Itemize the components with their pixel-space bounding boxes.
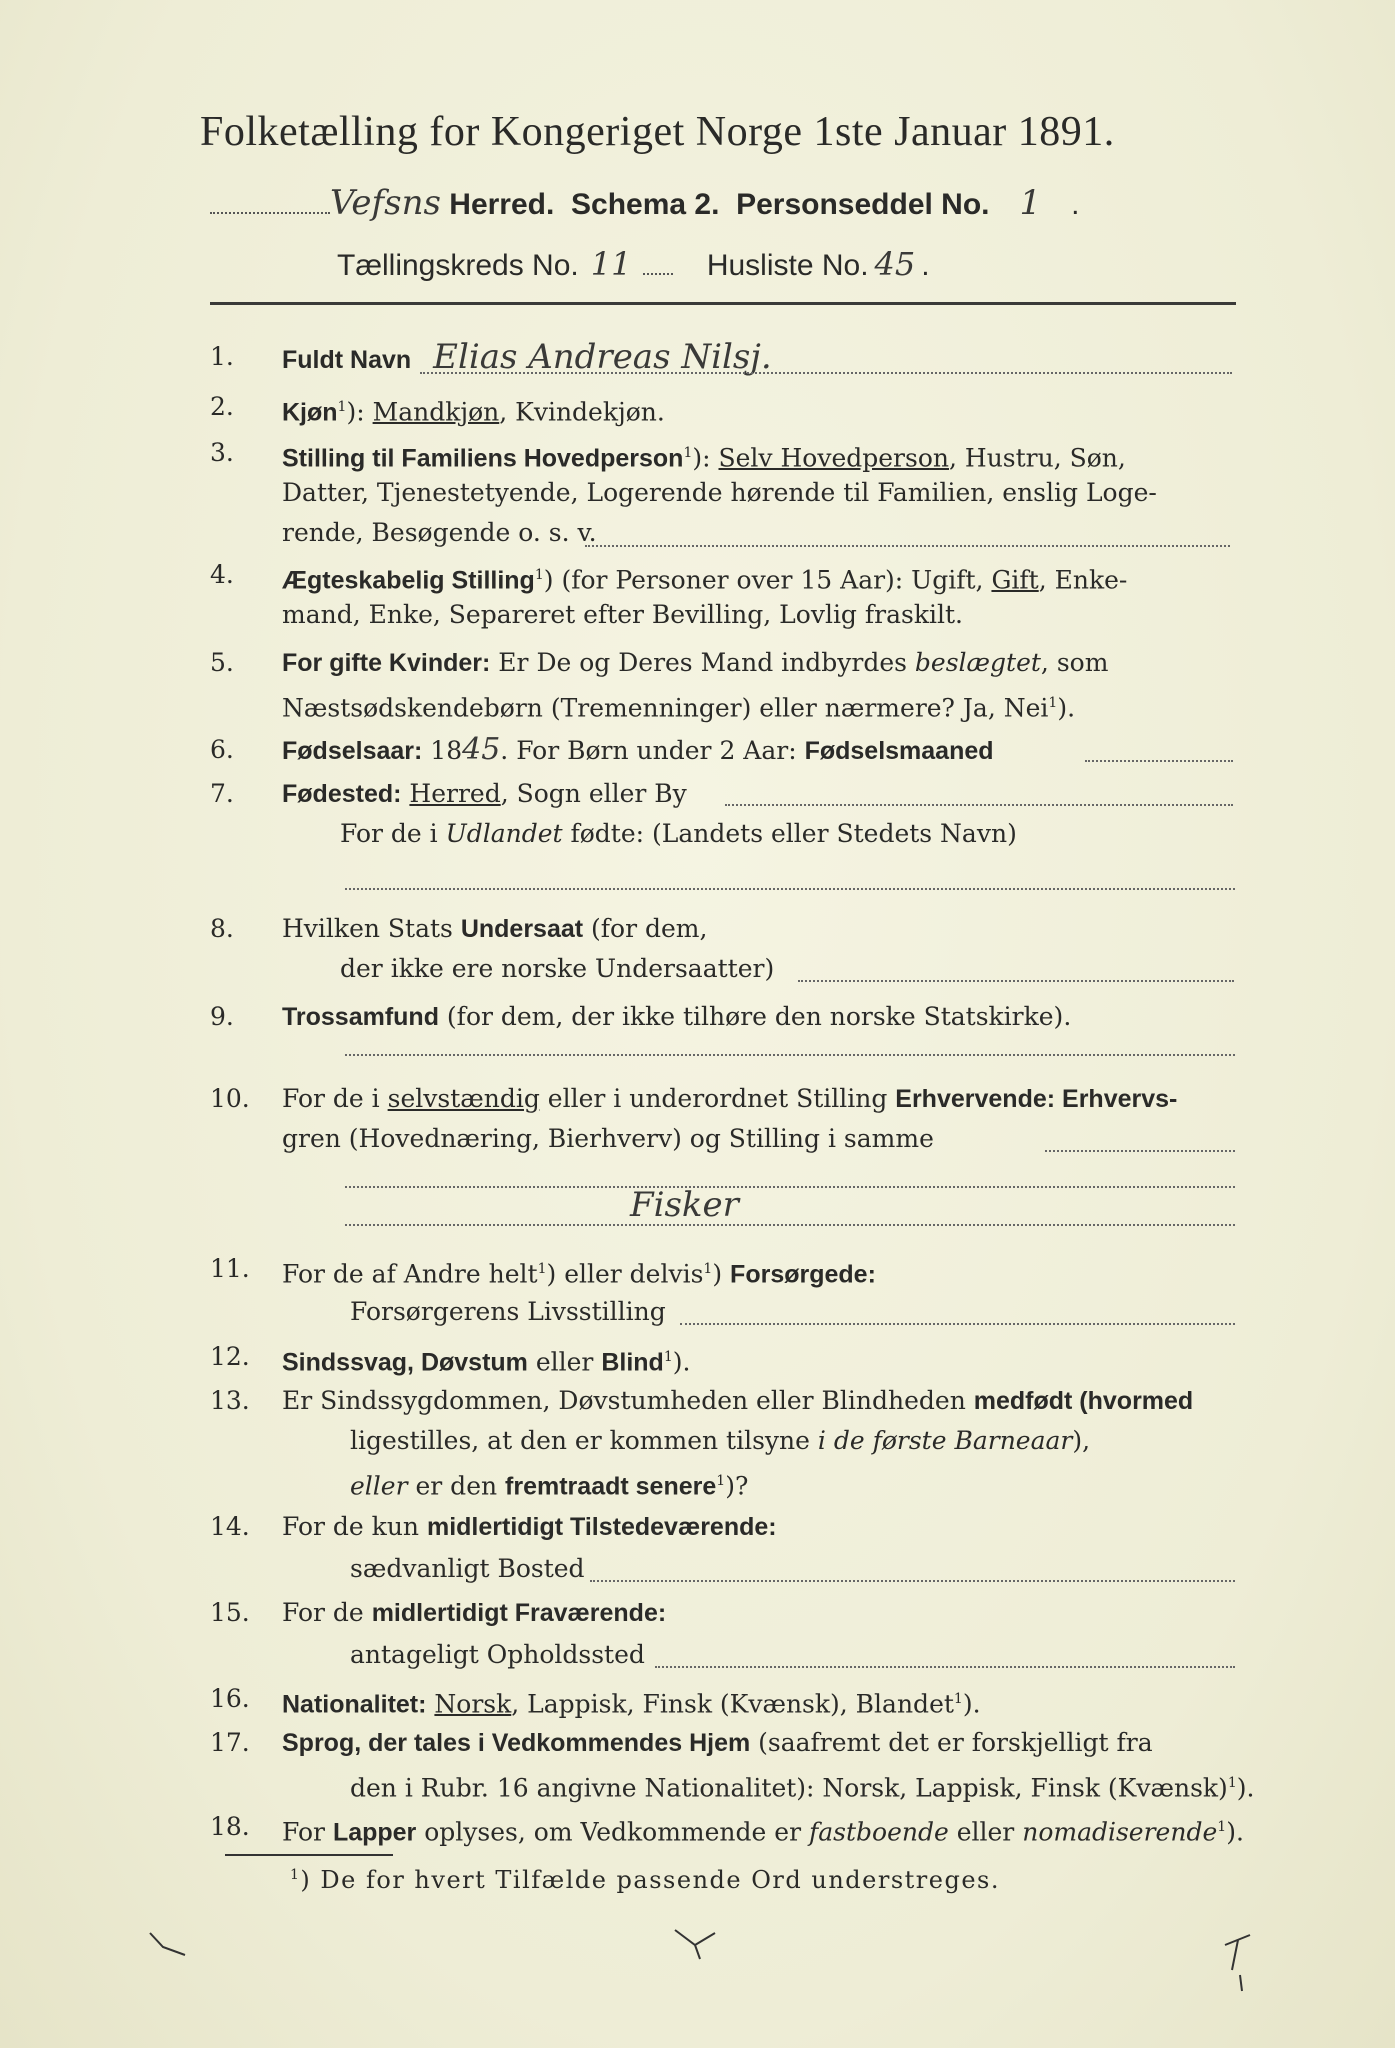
footnote-ref: 1 (537, 1261, 547, 1277)
text: gren (Hovednæring, Bierhverv) og Stilling i samme (282, 1124, 934, 1153)
question-label: midlertidigt Fraværende: (371, 1599, 667, 1627)
text: , Enke- (1038, 565, 1128, 595)
footnote-ref: 1 (703, 1261, 713, 1277)
question-number: 2. (210, 392, 234, 421)
question-label: Lapper (332, 1818, 417, 1847)
question-label: For gifte Kvinder: (282, 649, 491, 677)
footnote-rule (225, 1854, 393, 1856)
question-label: Sindssvag, Døvstum (282, 1348, 528, 1377)
text: ) (for Personer over 15 Aar): Ugift, (543, 565, 992, 595)
text: ). (962, 1689, 981, 1719)
footnote-ref: 1 (683, 445, 693, 461)
question-number: 13. (210, 1386, 250, 1415)
text: For (282, 1817, 333, 1847)
text: fødte: (Landets eller Stedets Navn) (562, 819, 1017, 848)
question-number: 10. (210, 1084, 250, 1113)
question-label: Forsørgede: (730, 1260, 876, 1289)
text: ligestilles, at den er kommen tilsyne (350, 1426, 818, 1455)
text: For de af Andre helt (282, 1259, 538, 1289)
personseddel-label: Personseddel No. (736, 188, 990, 221)
footnote-ref: 1 (1048, 695, 1058, 711)
question-label: medfødt (hvormed (973, 1387, 1194, 1415)
text: ). (1236, 1773, 1255, 1803)
tick-mark-icon (145, 1925, 205, 1965)
husliste-value: 45 (874, 245, 916, 283)
footnote-ref: 1 (337, 399, 347, 415)
footnote-text: ) De for hvert Tilfælde passende Ord understreges. (300, 1866, 1000, 1894)
footnote-ref: 1 (534, 567, 544, 583)
text: , Kvindekjøn. (499, 397, 665, 427)
selected-option: Gift (991, 565, 1039, 595)
question-number: 8. (210, 914, 234, 943)
text: , som (1040, 648, 1109, 677)
selected-option: Mandkjøn (372, 397, 500, 427)
text: Datter, Tjenestetyende, Logerende hørende til Familien, enslig Loge- (282, 478, 1157, 507)
text: den i Rubr. 16 angivne Nationalitet): Norsk, Lappisk, Finsk (Kvænsk) (350, 1773, 1228, 1803)
question-label: Fødselsmaaned (804, 737, 994, 765)
question-label: midlertidigt Tilstedeværende: (426, 1513, 777, 1541)
text: nomadiserende (1022, 1817, 1218, 1847)
question-label: Undersaat (460, 915, 584, 943)
text: ). (672, 1347, 691, 1377)
question-label: Trossamfund (282, 1003, 439, 1031)
text: fastboende (808, 1817, 949, 1847)
text: eller (350, 1471, 408, 1501)
kreds-value: 11 (590, 245, 632, 283)
text: er den (407, 1471, 506, 1501)
question-number: 5. (210, 648, 234, 677)
question-label: Fødselsaar: (282, 737, 423, 765)
text: ): (692, 443, 719, 473)
text: i de første Barneaar (817, 1426, 1073, 1455)
text: Hvilken Stats (282, 914, 461, 943)
selected-option: Herred (409, 779, 501, 808)
footnote-ref: 1 (716, 1473, 726, 1489)
personseddel-value: 1 (1019, 183, 1042, 223)
question-number: 11. (210, 1254, 250, 1283)
question-label: Sprog, der tales i Vedkommendes Hjem (282, 1729, 751, 1757)
footnote-ref: 1 (953, 1691, 963, 1707)
text: sædvanligt Bosted (350, 1554, 585, 1583)
text: beslægtet (914, 648, 1041, 677)
footnote (290, 1866, 1000, 1894)
text: (for dem, der ikke tilhøre den norske Statskirke). (438, 1002, 1072, 1031)
question-label: Kjøn (282, 398, 338, 427)
text: For de i (282, 1084, 388, 1113)
text: ). (1057, 693, 1076, 723)
question-label: Nationalitet: (282, 1690, 427, 1719)
tick-mark-icon (670, 1925, 730, 1965)
question-number: 16. (210, 1684, 250, 1713)
text: ), (1072, 1426, 1091, 1455)
question-number: 17. (210, 1728, 250, 1757)
text: , Lappisk, Finsk (Kvænsk), Blandet (511, 1689, 954, 1719)
question-label: Fødested: (282, 780, 402, 808)
footnote-ref: 1 (663, 1349, 673, 1365)
herred-label: Herred. (449, 188, 555, 221)
text: Er De og Deres Mand indbyrdes (490, 648, 915, 677)
question-label: Stilling til Familiens Hovedperson (282, 444, 684, 473)
text: ). (1226, 1817, 1244, 1847)
text: eller (527, 1347, 602, 1377)
text: antageligt Opholdssted (350, 1640, 645, 1669)
husliste-label: Husliste No. (706, 249, 869, 282)
occupation-value: Fisker (630, 1185, 739, 1225)
text: Udlandet (445, 819, 563, 848)
text: mand, Enke, Separeret efter Bevilling, Lovlig fraskilt. (282, 600, 963, 629)
birth-year-value: 45 (462, 732, 501, 767)
text: For de kun (282, 1512, 427, 1541)
text: 18 (422, 736, 463, 765)
full-name-value: Elias Andreas Nilsj. (433, 337, 772, 377)
question-number: 15. (210, 1598, 250, 1627)
text: Er Sindssygdommen, Døvstumheden eller Blindheden (282, 1386, 974, 1415)
kreds-label: Tællingskreds No. (337, 249, 579, 282)
text: rende, Besøgende o. s. v. (282, 518, 597, 547)
text: . For Børn under 2 Aar: (500, 736, 805, 765)
text: (saafremt det er forskjelligt fra (750, 1728, 1153, 1757)
selected-option: selvstændig (387, 1084, 540, 1113)
text: eller i underordnet Stilling (539, 1084, 896, 1113)
question-number: 18. (210, 1812, 250, 1841)
question-number: 6. (210, 735, 234, 764)
text: For de (282, 1598, 372, 1627)
header-line-kreds: Tællingskreds No. 11 Husliste No. 45 . (337, 245, 930, 283)
text: , Sogn eller By (500, 779, 687, 808)
question-number: 7. (210, 779, 234, 808)
text: )? (725, 1471, 749, 1501)
selected-option: Selv Hovedperson (718, 443, 949, 473)
header-rule (210, 302, 1236, 305)
text: oplyses, om Vedkommende er (416, 1817, 809, 1847)
question-label: fremtraadt senere (505, 1472, 717, 1501)
text: ): (346, 397, 373, 427)
selected-option: Norsk (434, 1689, 512, 1719)
question-number: 1. (210, 342, 234, 371)
text: (for dem, (583, 914, 708, 943)
text: For de i (340, 819, 446, 848)
question-label: Blind (601, 1348, 664, 1377)
footnote-ref: 1 (1227, 1775, 1237, 1791)
question-number: 4. (210, 560, 234, 589)
footnote-ref: 1 (1217, 1819, 1227, 1835)
text: , Hustru, Søn, (949, 443, 1126, 473)
text: ) eller delvis (546, 1259, 704, 1289)
footnote-ref: 1 (290, 1867, 301, 1883)
herred-value: Vefsns (330, 183, 441, 223)
form-title: Folketælling for Kongeriget Norge 1ste Januar 1891. (200, 109, 1115, 155)
text: Forsørgerens Livsstilling (350, 1297, 666, 1326)
question-number: 12. (210, 1342, 250, 1371)
text: eller (948, 1817, 1023, 1847)
text: Næstsødskendebørn (Tremenninger) eller nærmere? Ja, Nei (282, 693, 1049, 723)
text: ) (712, 1259, 731, 1289)
question-label: Fuldt Navn (282, 346, 412, 374)
header-line-herred: Vefsns Herred. Schema 2. Personseddel No. 1 . (210, 183, 1250, 223)
question-number: 9. (210, 1002, 234, 1031)
schema-label: Schema 2. (571, 188, 720, 221)
question-number: 14. (210, 1512, 250, 1541)
text: der ikke ere norske Undersaatter) (340, 954, 775, 983)
question-label: Ægteskabelig Stilling (282, 566, 535, 595)
tick-mark-icon (1220, 1925, 1260, 1995)
question-number: 3. (210, 438, 234, 467)
question-label: Erhvervende: Erhvervs- (895, 1085, 1178, 1113)
